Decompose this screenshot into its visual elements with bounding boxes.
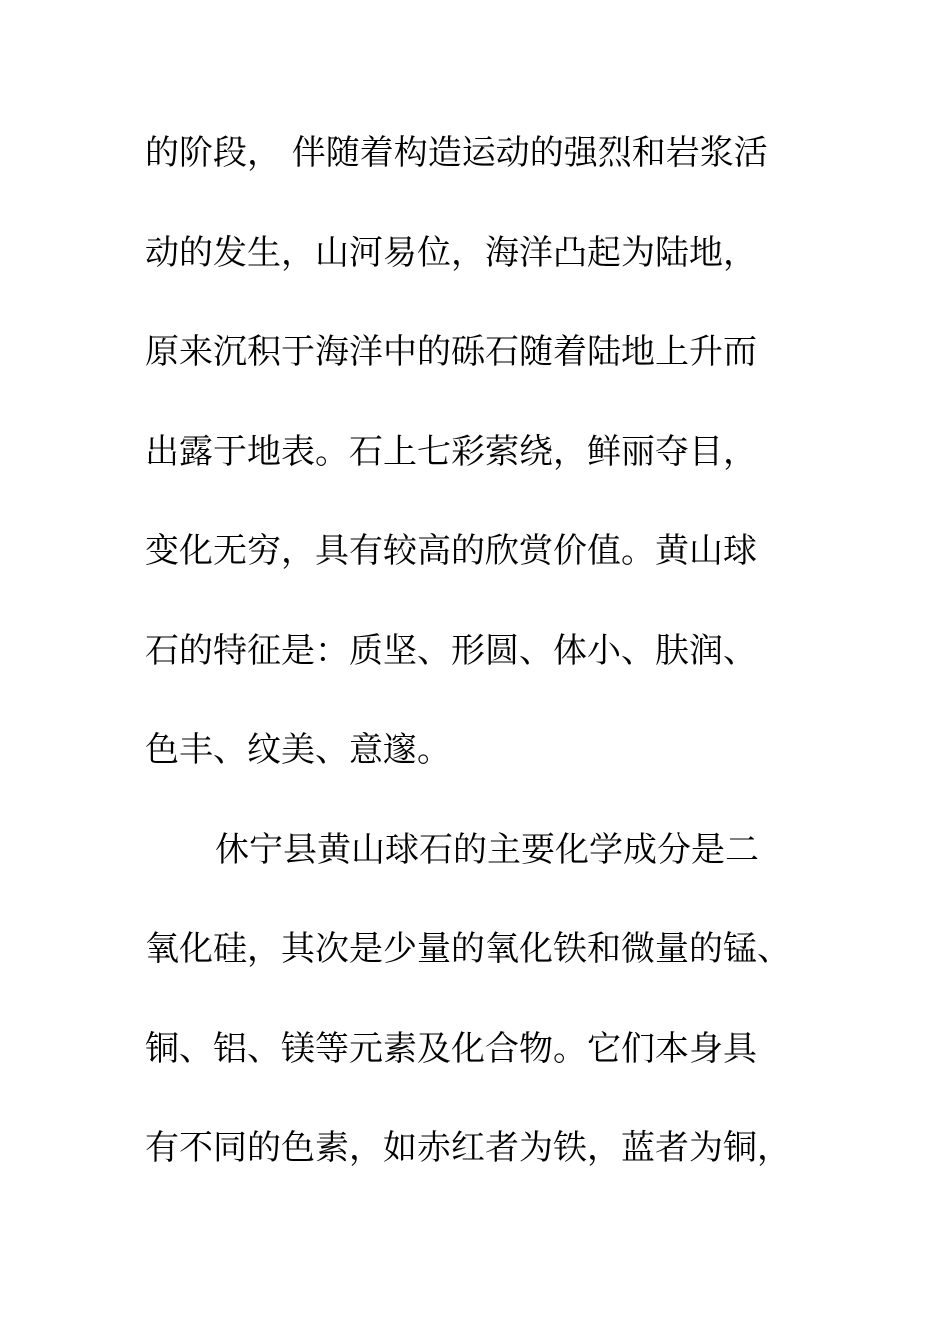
text-line: 动的发生，山河易位，海洋凸起为陆地， [145,232,757,273]
text-line: 原来沉积于海洋中的砾石随着陆地上升而 [145,332,757,372]
paragraph-start-line: 休宁县黄山球石的主要化学成分是二 [215,829,759,870]
text-line: 铜、铝、镁等元素及化合物。它们本身具 [145,1028,757,1069]
text-line: 的阶段， 伴随着构造运动的强烈和岩浆活 [145,133,768,173]
text-line: 出露于地表。石上七彩萦绕，鲜丽夺目， [145,431,757,472]
body-text [145,127,825,1222]
text-line: 氧化硅，其次是少量的氧化铁和微量的锰、 [145,929,791,969]
text-line: 有不同的色素，如赤红者为铁，蓝者为铜， [145,1128,791,1168]
text-line: 石的特征是：质坚、形圆、体小、肤润、 [145,630,757,671]
text-line: 色丰、纹美、意邃。 [145,730,451,770]
text-line: 变化无穷，具有较高的欣赏价值。黄山球 [145,531,757,571]
